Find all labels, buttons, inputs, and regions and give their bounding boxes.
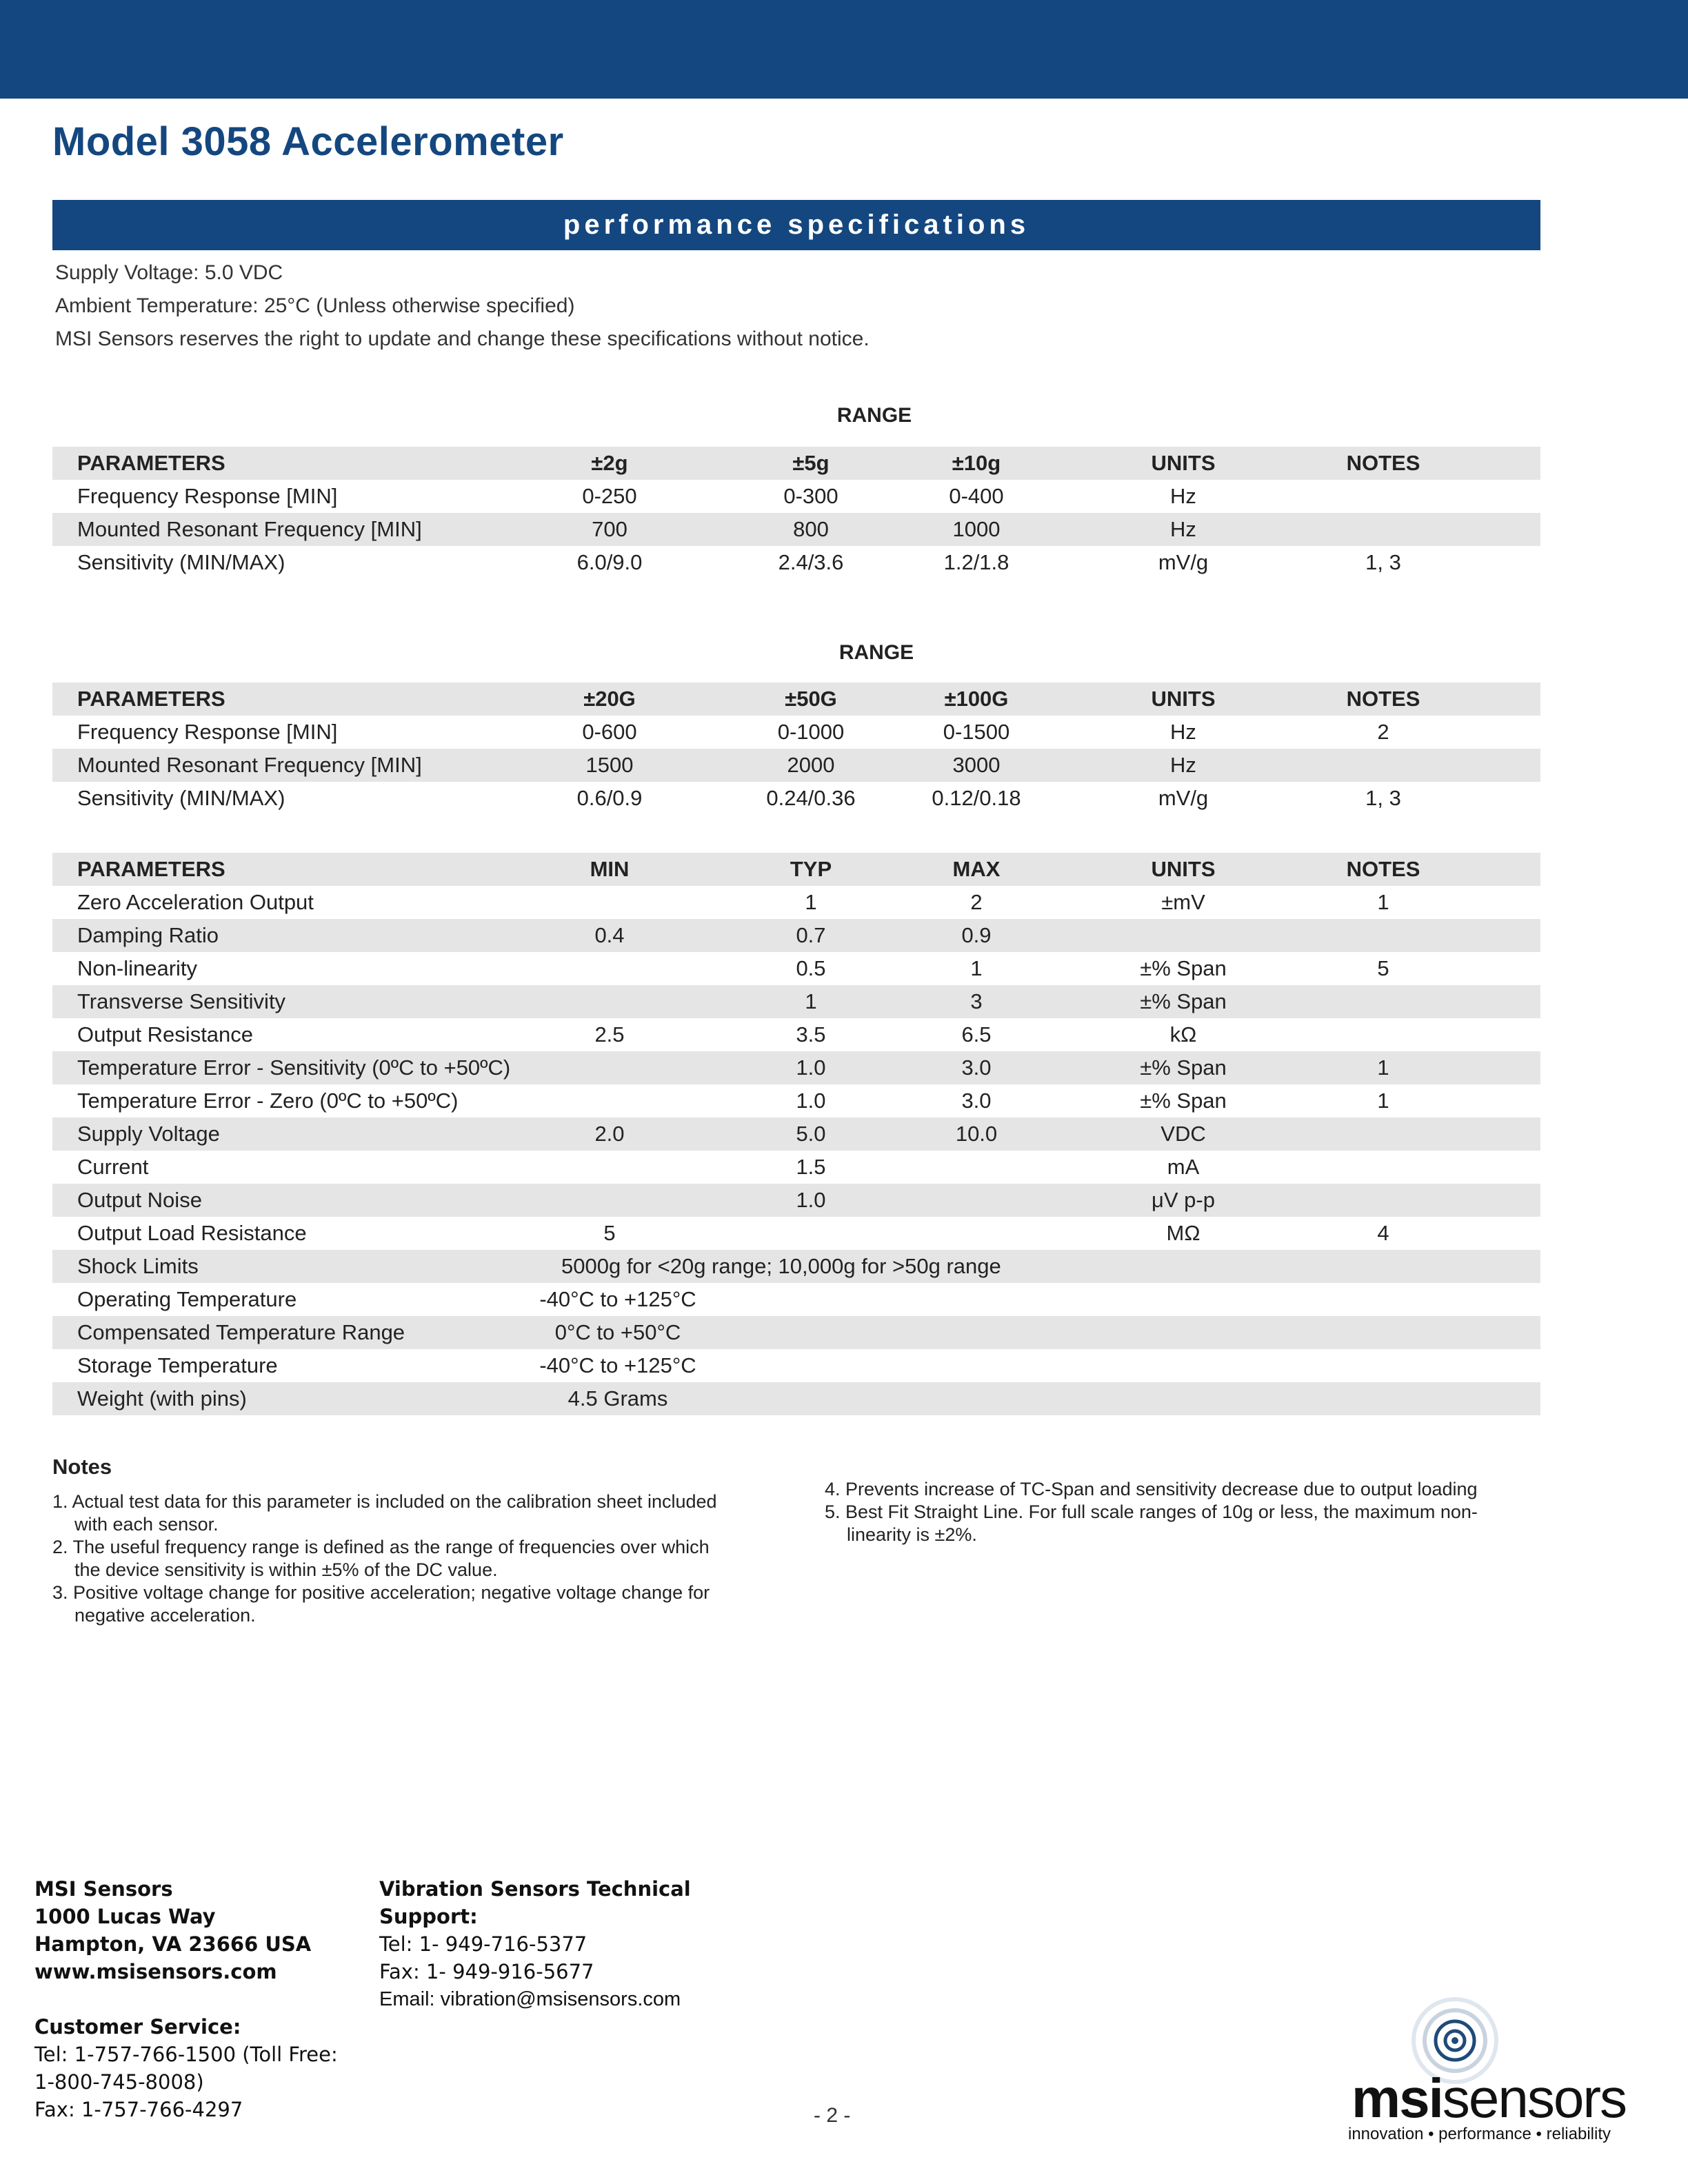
table-cell: 0-1500 (943, 720, 1010, 744)
table-cell: -40°C to +125°C (539, 1353, 696, 1377)
customer-service-line: 1-800-745-8008) (34, 2070, 204, 2094)
header-cell: ±2g (591, 451, 628, 475)
note-item: 3. Positive voltage change for positive acceleration; negative voltage change for negative acceleration. (52, 1582, 710, 1626)
notes-title: Notes (52, 1455, 112, 1479)
header-cell: ±5g (792, 451, 830, 475)
table-cell: Hz (1170, 517, 1196, 541)
table-cell: kΩ (1169, 1022, 1197, 1046)
table-cell: 5000g for <20g range; 10,000g for >50g range (561, 1254, 1001, 1278)
table-row (52, 546, 1540, 579)
notes-left-column (52, 1490, 735, 1627)
header-cell: NOTES (1346, 687, 1420, 711)
logo-tagline: innovation • performance • reliability (1348, 2125, 1611, 2143)
table-cell: -40°C to +125°C (539, 1287, 696, 1311)
table-cell: 5.0 (796, 1122, 826, 1146)
table-header-row (52, 853, 1540, 886)
table-cell: 1.2/1.8 (943, 550, 1009, 574)
company-city: Hampton, VA 23666 USA (34, 1932, 312, 1956)
logo-brand-bold: msi (1352, 2067, 1443, 2129)
table-cell: 1.5 (796, 1155, 826, 1179)
table-row (52, 1118, 1540, 1151)
table-row (52, 1084, 1540, 1118)
note-item: 2. The useful frequency range is defined as the range of frequencies over which the device sensitivity is within ±5% of the DC value. (52, 1537, 710, 1580)
table-cell: 0.12/0.18 (932, 786, 1021, 810)
note-item: 1. Actual test data for this parameter is included on the calibration sheet included with each sensor. (52, 1491, 717, 1535)
page-title: Model 3058 Accelerometer (52, 119, 564, 164)
table-cell: MΩ (1166, 1221, 1200, 1245)
table-cell: Non-linearity (77, 956, 198, 980)
table-header-row (52, 447, 1540, 480)
table-cell: 3.0 (961, 1089, 992, 1113)
top-banner (0, 0, 1688, 99)
table-cell: Zero Acceleration Output (77, 890, 314, 914)
company-website[interactable]: www.msisensors.com (34, 1960, 277, 1983)
table-cell: 3.5 (796, 1022, 826, 1046)
table-cell: 0.24/0.36 (766, 786, 856, 810)
table-cell: 0.4 (594, 923, 625, 947)
table-cell: Frequency Response [MIN] (77, 484, 338, 508)
table-row (52, 886, 1540, 919)
table-cell: 0°C to +50°C (554, 1320, 681, 1344)
table-cell: Supply Voltage (77, 1122, 220, 1146)
table-cell: 10.0 (955, 1122, 998, 1146)
table-cell: mV/g (1158, 786, 1209, 810)
intro-text (55, 256, 870, 356)
table-cell: Hz (1170, 484, 1196, 508)
table-cell: mV/g (1158, 550, 1209, 574)
table-cell: 2.0 (594, 1122, 625, 1146)
table-cell: 2 (1377, 720, 1389, 744)
table-cell: ±% Span (1140, 989, 1227, 1013)
header-cell: ±50G (785, 687, 837, 711)
table-cell: 800 (793, 517, 829, 541)
table-cell: Sensitivity (MIN/MAX) (77, 550, 285, 574)
section-title: performance specifications (563, 210, 1030, 240)
table-cell: 1.0 (796, 1055, 826, 1080)
table-row (52, 480, 1540, 513)
technical-support (379, 1875, 691, 2013)
table-cell: Sensitivity (MIN/MAX) (77, 786, 285, 810)
table-row (52, 1316, 1540, 1349)
table-cell: Frequency Response [MIN] (77, 720, 338, 744)
table-cell: Mounted Resonant Frequency [MIN] (77, 517, 422, 541)
table-header-row (52, 682, 1540, 716)
spec-table-general (52, 853, 1540, 1415)
support-line: Fax: 1- 949-916-5677 (379, 1960, 594, 1983)
table-cell: 6.5 (961, 1022, 992, 1046)
table-row (52, 1184, 1540, 1217)
table-row (52, 1349, 1540, 1382)
table-cell: ±% Span (1140, 956, 1227, 980)
table-cell: ±% Span (1140, 1089, 1227, 1113)
table-cell: 5 (603, 1221, 616, 1245)
table-cell: 1, 3 (1365, 550, 1401, 574)
customer-service-line: Fax: 1-757-766-4297 (34, 2098, 243, 2121)
table-cell: 0-400 (949, 484, 1004, 508)
table-cell: 0.9 (961, 923, 992, 947)
customer-service-line: Tel: 1-757-766-1500 (Toll Free: (34, 2043, 338, 2066)
table-cell: μV p-p (1152, 1188, 1215, 1212)
table-cell: Temperature Error - Zero (0ºC to +50ºC) (77, 1089, 459, 1113)
table-cell: 1 (1377, 890, 1389, 914)
table-cell: VDC (1160, 1122, 1206, 1146)
header-cell: MAX (952, 857, 1001, 881)
table-row (52, 985, 1540, 1018)
table-cell: 2000 (787, 753, 835, 777)
table-cell: Hz (1170, 720, 1196, 744)
table-cell: 0.7 (796, 923, 826, 947)
msi-sensors-logo (1338, 1992, 1634, 2151)
table-row (52, 749, 1540, 782)
support-email[interactable]: Email: vibration@msisensors.com (379, 1988, 681, 2010)
table-cell: 3 (970, 989, 983, 1013)
table-cell: ±mV (1161, 890, 1205, 914)
table-cell: 1 (970, 956, 983, 980)
table-cell: Operating Temperature (77, 1287, 297, 1311)
customer-service-title: Customer Service: (34, 2015, 241, 2039)
company-address (34, 1875, 338, 2123)
table-cell: 1.0 (796, 1188, 826, 1212)
table-cell: 4.5 Grams (567, 1386, 668, 1410)
table-cell: Storage Temperature (77, 1353, 278, 1377)
table-cell: 3.0 (961, 1055, 992, 1080)
table-cell: 1 (1377, 1055, 1389, 1080)
table-cell: Hz (1170, 753, 1196, 777)
table-row (52, 782, 1540, 815)
table-cell: 0-600 (582, 720, 637, 744)
page-number: - 2 - (814, 2104, 851, 2127)
intro-line: Supply Voltage: 5.0 VDC (55, 261, 283, 284)
header-cell: PARAMETERS (77, 451, 225, 475)
table-cell: 1.0 (796, 1089, 826, 1113)
table-cell: Current (77, 1155, 149, 1179)
table-row (52, 716, 1540, 749)
header-cell: ±100G (944, 687, 1009, 711)
header-cell: ±20G (583, 687, 636, 711)
table-cell: 6.0/9.0 (576, 550, 643, 574)
table-cell: 2 (970, 890, 983, 914)
section-title-banner (52, 200, 1540, 250)
table-row (52, 1283, 1540, 1316)
logo-wordmark (1352, 2067, 1626, 2130)
header-cell: UNITS (1151, 687, 1216, 711)
table-cell: Compensated Temperature Range (77, 1320, 405, 1344)
company-street: 1000 Lucas Way (34, 1905, 216, 1928)
table-cell: 1, 3 (1365, 786, 1401, 810)
table-cell: 5 (1377, 956, 1389, 980)
range-label: RANGE (838, 641, 914, 664)
table-cell: 0.6/0.9 (576, 786, 643, 810)
header-cell: ±10g (952, 451, 1001, 475)
logo-brand-light: sensors (1442, 2067, 1626, 2129)
table-cell: mA (1167, 1155, 1200, 1179)
support-title: Support: (379, 1905, 478, 1928)
table-cell: 1500 (585, 753, 634, 777)
table-row (52, 1151, 1540, 1184)
header-cell: UNITS (1151, 857, 1216, 881)
table-cell: 0-300 (783, 484, 838, 508)
table-cell: 0-250 (582, 484, 637, 508)
table-cell: Temperature Error - Sensitivity (0ºC to +50ºC) (77, 1055, 511, 1080)
table-row (52, 1018, 1540, 1051)
support-title: Vibration Sensors Technical (379, 1877, 691, 1901)
table-cell: 1 (805, 989, 817, 1013)
table-cell: 2.4/3.6 (778, 550, 844, 574)
table-cell: Output Resistance (77, 1022, 254, 1046)
table-cell: 1 (805, 890, 817, 914)
intro-line: Ambient Temperature: 25°C (Unless otherwise specified) (55, 294, 575, 317)
table-cell: Shock Limits (77, 1254, 199, 1278)
table-row (52, 1250, 1540, 1283)
table-cell: 700 (592, 517, 627, 541)
header-cell: MIN (590, 857, 630, 881)
table-cell: Mounted Resonant Frequency [MIN] (77, 753, 422, 777)
table-row (52, 1051, 1540, 1084)
table-cell: 4 (1377, 1221, 1389, 1245)
header-cell: NOTES (1346, 857, 1420, 881)
table-cell: ±% Span (1140, 1055, 1227, 1080)
table-row (52, 952, 1540, 985)
header-cell: UNITS (1151, 451, 1216, 475)
table-cell: 0-1000 (777, 720, 845, 744)
table-cell: 2.5 (594, 1022, 625, 1046)
table-row (52, 1217, 1540, 1250)
table-cell: 1000 (952, 517, 1001, 541)
header-cell: TYP (790, 857, 832, 881)
table-cell: Weight (with pins) (77, 1386, 247, 1410)
note-item: 4. Prevents increase of TC-Span and sensitivity decrease due to output loading (825, 1479, 1478, 1499)
table-row (52, 919, 1540, 952)
range-label: RANGE (836, 404, 912, 427)
table-cell: 0.5 (796, 956, 826, 980)
table-cell: 1 (1377, 1089, 1389, 1113)
header-cell: NOTES (1346, 451, 1420, 475)
table-row (52, 513, 1540, 546)
intro-line: MSI Sensors reserves the right to update and change these specifications without notice. (55, 327, 870, 350)
table-cell: Output Noise (77, 1188, 202, 1212)
note-item: 5. Best Fit Straight Line. For full scale ranges of 10g or less, the maximum non-linearity is ±2%. (825, 1502, 1478, 1545)
table-cell: Output Load Resistance (77, 1221, 307, 1245)
table-cell: 3000 (952, 753, 1001, 777)
header-cell: PARAMETERS (77, 687, 225, 711)
table-cell: Transverse Sensitivity (77, 989, 286, 1013)
header-cell: PARAMETERS (77, 857, 225, 881)
notes-right-column (825, 1478, 1507, 1546)
table-row (52, 1382, 1540, 1415)
table-cell: Damping Ratio (77, 923, 219, 947)
support-line: Tel: 1- 949-716-5377 (379, 1932, 587, 1956)
company-name: MSI Sensors (34, 1877, 173, 1901)
